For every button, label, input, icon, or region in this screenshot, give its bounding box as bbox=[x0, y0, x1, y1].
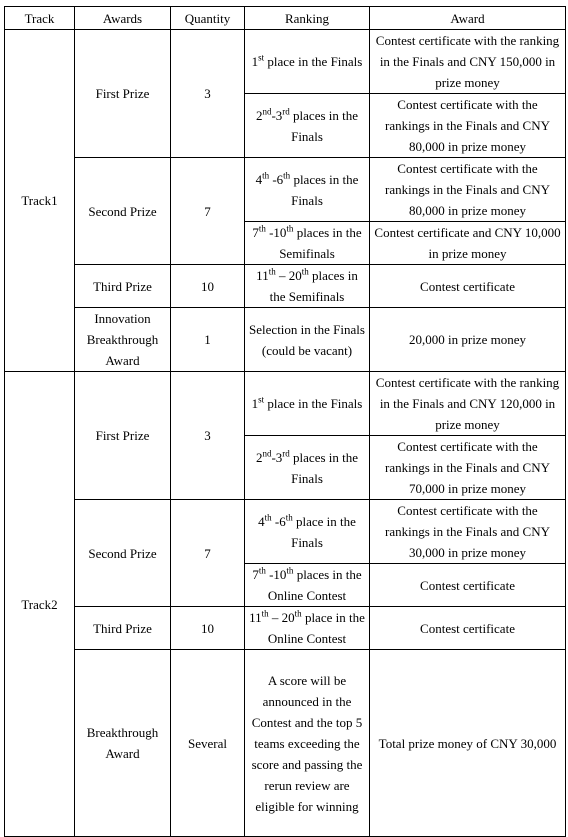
ranking-cell: 2nd-3rd places in the Finals bbox=[245, 436, 370, 500]
table-row bbox=[5, 30, 566, 94]
quantity-cell: 1 bbox=[171, 308, 245, 372]
award-name-cell: First Prize bbox=[75, 372, 171, 500]
ranking-cell: Selection in the Finals (could be vacant) bbox=[245, 308, 370, 372]
track-cell: Track2 bbox=[5, 372, 75, 837]
award-name-cell: First Prize bbox=[75, 30, 171, 158]
award-name-cell: Third Prize bbox=[75, 607, 171, 650]
table-row bbox=[5, 158, 566, 222]
award-name-cell: Second Prize bbox=[75, 158, 171, 265]
award-name-cell: Innovation Breakthrough Award bbox=[75, 308, 171, 372]
ranking-cell: 11th – 20th place in the Online Contest bbox=[245, 607, 370, 650]
table-row bbox=[5, 372, 566, 436]
table-row bbox=[5, 308, 566, 372]
ranking-cell: 11th – 20th places in the Semifinals bbox=[245, 265, 370, 308]
header-row bbox=[5, 7, 566, 30]
award-detail-cell: Contest certificate and CNY 10,000 in prize money bbox=[370, 222, 566, 265]
header-ranking: Ranking bbox=[245, 7, 370, 30]
quantity-cell: 3 bbox=[171, 30, 245, 158]
table-row bbox=[5, 500, 566, 564]
ranking-cell: 7th -10th places in the Semifinals bbox=[245, 222, 370, 265]
header-award: Award bbox=[370, 7, 566, 30]
award-name-cell: Second Prize bbox=[75, 500, 171, 607]
ranking-cell: 7th -10th places in the Online Contest bbox=[245, 564, 370, 607]
award-detail-cell: Contest certificate with the rankings in the Finals and CNY 80,000 in prize money bbox=[370, 158, 566, 222]
award-detail-cell: Contest certificate bbox=[370, 607, 566, 650]
ranking-cell: 4th -6th places in the Finals bbox=[245, 158, 370, 222]
award-detail-cell: Contest certificate bbox=[370, 564, 566, 607]
table-row bbox=[5, 607, 566, 650]
ranking-cell: 1st place in the Finals bbox=[245, 372, 370, 436]
quantity-cell: 7 bbox=[171, 500, 245, 607]
header-quantity: Quantity bbox=[171, 7, 245, 30]
award-name-cell: Third Prize bbox=[75, 265, 171, 308]
award-detail-cell: Contest certificate bbox=[370, 265, 566, 308]
table-row bbox=[5, 650, 566, 837]
ranking-cell: 2nd-3rd places in the Finals bbox=[245, 94, 370, 158]
quantity-cell: 3 bbox=[171, 372, 245, 500]
award-detail-cell: Contest certificate with the rankings in the Finals and CNY 70,000 in prize money bbox=[370, 436, 566, 500]
ranking-cell: 1st place in the Finals bbox=[245, 30, 370, 94]
quantity-cell: 10 bbox=[171, 607, 245, 650]
award-detail-cell: Contest certificate with the ranking in the Finals and CNY 150,000 in prize money bbox=[370, 30, 566, 94]
header-track: Track bbox=[5, 7, 75, 30]
table-row bbox=[5, 265, 566, 308]
awards-table bbox=[4, 6, 566, 837]
header-awards: Awards bbox=[75, 7, 171, 30]
track-cell: Track1 bbox=[5, 30, 75, 372]
quantity-cell: Several bbox=[171, 650, 245, 837]
quantity-cell: 7 bbox=[171, 158, 245, 265]
award-detail-cell: Total prize money of CNY 30,000 bbox=[370, 650, 566, 837]
ranking-cell: 4th -6th place in the Finals bbox=[245, 500, 370, 564]
award-name-cell: Breakthrough Award bbox=[75, 650, 171, 837]
award-detail-cell: 20,000 in prize money bbox=[370, 308, 566, 372]
award-detail-cell: Contest certificate with the ranking in the Finals and CNY 120,000 in prize money bbox=[370, 372, 566, 436]
ranking-cell: A score will be announced in the Contest and the top 5 teams exceeding the score and passing the rerun review are eligible for winning bbox=[245, 650, 370, 837]
award-detail-cell: Contest certificate with the rankings in the Finals and CNY 80,000 in prize money bbox=[370, 94, 566, 158]
quantity-cell: 10 bbox=[171, 265, 245, 308]
award-detail-cell: Contest certificate with the rankings in the Finals and CNY 30,000 in prize money bbox=[370, 500, 566, 564]
